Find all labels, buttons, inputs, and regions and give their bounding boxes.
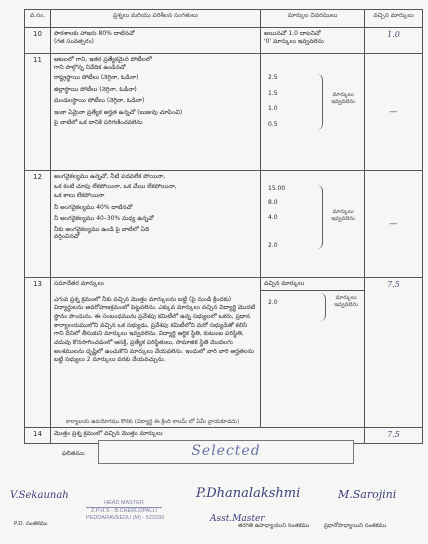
question-body: ఎగువ ప్రశ్న క్రమంలో నీకు వచ్చిన మొత్తం మార్కులను బట్టి (పై నుండి క్రిందకు) విద్యార్థులను అవరోహణక్రమంలో పెట్టవలెను. ఎక్కువ మార్కులు వచ్చిన విద్యార్థి మొదటి స్థానం పొందును. ఈ సంబంధమును ప్రవేశపు కమిటీలో ఉన్న సభ్యులలో ఒకరు, ప్రధాన కార్యాలయములోని వచ్చిన ఒక సభ్యుడు, ప్రవేశపు కమిటీలోని మరో సభ్యుడితో కలిసి గాని దీనిలో తీసుకుని మార్కులు ఇవ్వవలెను. విద్యార్థి ఆర్థిక స్థితి, కుటుంబ పరిస్థితి, చదువు కొనసాగించడంలో ఆసక్తి, ప్రత్యేక పరిస్థితులు, సామాజిక స్థితి మొదలగు అంశములను దృష్టిలో ఉంచుకొని మార్కులు వేయవలెను. ఇందులో వారి వారి అర్హతలను బట్టి సభ్యులు 2 మార్కులు వరకు వేయవచ్చును.	[54, 295, 256, 364]
row-marks-desc	[261, 54, 365, 171]
signature-caption: తరగతి ఉపాధ్యాయుని సంతకము	[238, 523, 310, 529]
result-box	[98, 440, 354, 464]
row-marks-desc	[261, 28, 365, 54]
signature-caption: P.D. సంతకము	[14, 521, 48, 527]
row-score: —	[365, 54, 423, 171]
row-sno: 13	[25, 278, 51, 428]
table-row	[25, 171, 423, 278]
result-label: ఫలితము:	[62, 450, 86, 457]
row-sno: 11	[25, 54, 51, 171]
row-question	[51, 171, 261, 278]
table-row	[25, 278, 423, 428]
brace	[316, 74, 323, 130]
question-line: గాని పాల్గొన్న నివేదిక ఉండినచో	[54, 63, 126, 71]
table-header-row	[25, 10, 423, 28]
row-score: —	[365, 171, 423, 278]
row-question	[51, 54, 261, 171]
row-sno: 10	[25, 28, 51, 54]
marks-table	[24, 9, 423, 444]
question-line: నీకు అంగవైకల్యము ఉండి పై వాటిలో ఏది	[54, 225, 150, 233]
signature-class-teacher: P.Dhanalakshmi	[196, 486, 301, 501]
mark-value: 2.0	[268, 298, 278, 306]
header-marks-desc: మార్కుల వివరములు	[261, 10, 365, 28]
signature-headmistress: M.Sarojini	[338, 488, 397, 501]
question-line: రాష్ట్రస్థాయి పోటీలు (నెగ్గినా, ఓడినా)	[54, 74, 139, 81]
result-value: Selected	[191, 443, 261, 459]
row-sno: 14	[25, 428, 51, 444]
question-title: సమానేతర మార్కులు	[54, 280, 104, 287]
header-question: ప్రశ్నలు మరియు పరిశీలన సంగతులు	[51, 10, 261, 28]
table-row	[25, 54, 423, 171]
mark-value: 2.5	[268, 74, 278, 81]
row-question	[51, 28, 261, 54]
row-score: 7.5	[365, 428, 423, 444]
mark-value: 15.00	[268, 185, 286, 192]
header-marks-got: వచ్చిన మార్కులు	[365, 10, 423, 28]
office-use-note: కార్యాలయ ఉపయోగము కొరకు (విద్యార్థి ఈ క్రింది కాలమ్ లో ఏమీ వ్రాయకూడదు)	[66, 419, 240, 425]
question-line: మండలస్థాయి పోటీలు (నెగ్గినా, ఓడినా)	[54, 97, 145, 104]
brace	[316, 185, 323, 249]
row-question	[51, 278, 261, 428]
row-marks-desc	[261, 171, 365, 278]
question-line: పై వాటిలో ఒక దానికి పరిగణించవలెను	[54, 119, 143, 126]
question-line: ఇంకా ఏమైనా ప్రత్యేక అర్హత ఉన్నచో (బుజువు చూపించి)	[54, 108, 183, 116]
mark-value: 4.0	[268, 214, 278, 221]
headmaster-stamp: HEAD MASTER Z.P.H.S - B.CHERLOPALLI PEDDARAVEEDU (M) - 523330	[86, 500, 165, 522]
question-line: నీ అంగవైకల్యము 40% దాటినచో	[54, 203, 133, 211]
question-line: జిల్లాస్థాయి పోటీలు (నెగ్గినా, ఓడినా)	[54, 85, 137, 93]
mark-value: 2.0	[268, 241, 278, 249]
question-line: వర్తించినచో	[54, 233, 80, 240]
signature-asst-master: Asst.Master	[210, 514, 265, 524]
marks-desc-line: '0' మార్కులు ఇవ్వవలెను	[264, 37, 324, 45]
question-line: మొత్తం ప్రశ్న క్రమంలో వచ్చిన మొత్తం మార్కులు	[54, 430, 163, 437]
header-sno: వ.సం.	[25, 10, 51, 28]
signature-caption: ప్రధానోపాధ్యాయిని సంతకము	[324, 523, 387, 529]
question-line: నీ అంగవైకల్యము 40–30% మధ్య ఉన్నచో	[54, 215, 154, 222]
question-line: ఒక కాలు లేకపోయినా	[54, 192, 105, 199]
mark-value: 0.5	[268, 120, 278, 128]
brace-label: మార్కులు ఇవ్వవలెను	[334, 294, 358, 308]
row-score: 1.0	[365, 28, 423, 54]
marks-desc-line: అయినచో 1.0 దాటనిచో	[264, 30, 321, 37]
question-line: అంగవైకల్యము ఉన్నచో, నీటి పదవలేక పోయినా,	[54, 173, 166, 180]
brace-label: మార్కులు ఇవ్వవలెను	[331, 92, 355, 106]
mark-value: 1.0	[268, 105, 278, 112]
row-marks-desc	[261, 278, 365, 428]
mark-value: 1.5	[268, 89, 278, 97]
question-line: పాఠశాలకు హాజరు 80% దాటినచో	[54, 30, 135, 37]
question-line: (గత సంవత్సరం)	[54, 37, 94, 45]
row-score: 7.5	[365, 278, 423, 428]
signature-pd: V.Sekaunah	[10, 490, 69, 501]
row-sno: 12	[25, 171, 51, 278]
brace-label: మార్కులు ఇవ్వవలెను	[331, 209, 355, 223]
mark-value: 8.0	[268, 198, 278, 206]
question-line: ఒక కంటి చూపు లేకపోయినా, ఒక చేయి లేకపోయినా,	[54, 182, 177, 190]
question-line: ఆటలలో గాని, ఇతర ప్రత్యేకమైన పోటీలలో	[54, 56, 152, 63]
marks-desc-head: వచ్చిన మార్కులు	[261, 278, 364, 291]
brace	[319, 293, 326, 321]
table-row	[25, 28, 423, 54]
